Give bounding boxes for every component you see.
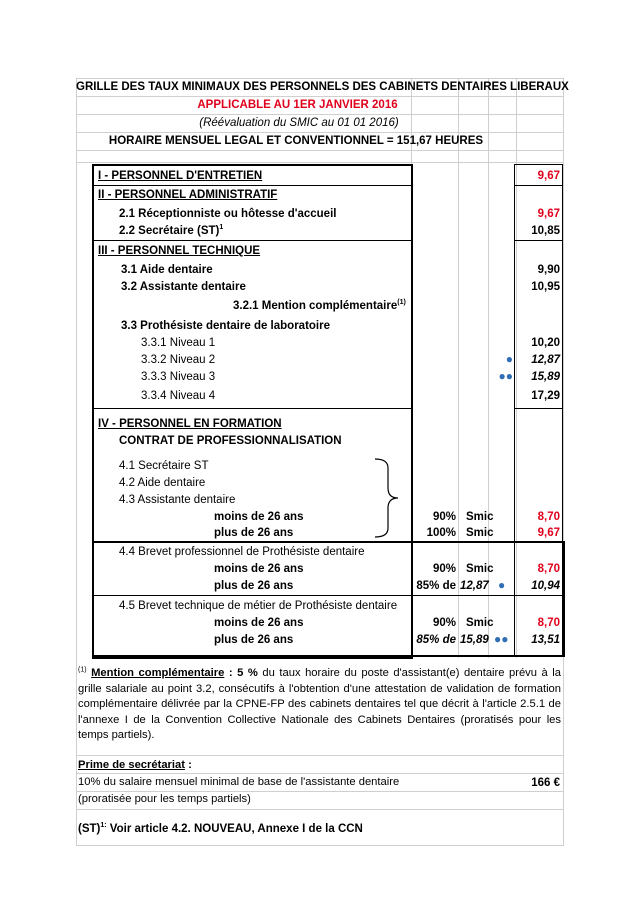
niveau-2-rate: 12,87 (531, 354, 560, 366)
hourly-base: HORAIRE MENSUEL LEGAL ET CONVENTIONNEL = 151,67 HEURES (108, 135, 484, 147)
brevet-44-label: 4.4 Brevet professionnel de Prothésiste dentaire (119, 546, 365, 558)
section-administratif-label: II - PERSONNEL ADMINISTRATIF (98, 189, 278, 201)
double-dot-marker-icon: ●● (498, 369, 513, 383)
entretien-rate: 9,67 (537, 170, 560, 182)
section-divider (92, 595, 563, 596)
assistante-dentaire-rate: 10,95 (531, 281, 560, 293)
grid-line (563, 78, 564, 846)
rate-base: 15,89 (460, 634, 489, 646)
niveau-2-label: 3.3.2 Niveau 2 (141, 354, 216, 366)
rate-base: Smic (466, 563, 494, 575)
section-divider (92, 240, 413, 241)
rate-base: 12,87 (460, 580, 489, 592)
niveau-4-rate: 17,29 (531, 390, 560, 402)
plus-26-label: plus de 26 ans (214, 580, 294, 592)
assistante-moins26-rate: 8,70 (537, 511, 560, 523)
niveau-1-label: 3.3.1 Niveau 1 (141, 337, 216, 349)
moins-26-label: moins de 26 ans (214, 563, 304, 575)
section-divider (92, 185, 413, 186)
section-divider (514, 240, 563, 241)
niveau-3-rate: 15,89 (531, 371, 560, 383)
grid-line (76, 845, 564, 846)
bp-moins26-rate: 8,70 (537, 563, 560, 575)
section-technique-label: III - PERSONNEL TECHNIQUE (98, 245, 261, 257)
rate-pct: 90% (432, 511, 456, 523)
section-formation-label: IV - PERSONNEL EN FORMATION (98, 418, 282, 430)
btm-moins26-rate: 8,70 (537, 617, 560, 629)
section-divider (92, 408, 413, 409)
applicable-date: APPLICABLE AU 1ER JANVIER 2016 (197, 99, 398, 111)
curly-brace-icon (373, 456, 403, 540)
section-entretien-label: I - PERSONNEL D'ENTRETIEN (98, 170, 263, 182)
grid-line (76, 114, 564, 115)
grid-line (76, 150, 564, 151)
formation-item-assistante: 4.3 Assistante dentaire (119, 494, 236, 506)
prothesiste-label: 3.3 Prothésiste dentaire de laboratoire (121, 320, 330, 332)
contrat-pro-label: CONTRAT DE PROFESSIONNALISATION (119, 435, 342, 447)
mention-note: $^{(1)}$ Mention complémentaire : 5 % du taux horaire du poste d'assistant(e) dentaire prévu à la grille salariale au point 3.2, consécutifs à l'obtention d'une attestation de validation de formation complémentaire délivrée par la CPNE-FP des cabinets dentaires tel que décrit à l'article 2.5.1 de l'annexe I de la Convention Collective Nationale des Cabinets Dentaires (proratisés pour les temps partiels). (78, 666, 562, 741)
grid-line (76, 78, 77, 846)
btm-plus26-rate: 13,51 (531, 634, 560, 646)
aide-dentaire-label: 3.1 Aide dentaire (121, 264, 213, 276)
rate-pct: 90% (432, 617, 456, 629)
secretaire-label: 2.2 Secrétaire (ST)$^1$ (119, 224, 224, 237)
section-divider (514, 408, 563, 409)
prime-note: (proratisée pour les temps partiels) (78, 793, 251, 805)
moins-26-label: moins de 26 ans (214, 511, 304, 523)
grid-line (76, 132, 564, 133)
aide-dentaire-rate: 9,90 (537, 264, 560, 276)
grid-line (76, 755, 564, 756)
rate-pct: 85% de (416, 634, 456, 646)
niveau-4-label: 3.3.4 Niveau 4 (141, 390, 216, 402)
grid-line (76, 78, 564, 79)
plus-26-label: plus de 26 ans (214, 527, 294, 539)
rate-pct: 85% de (416, 580, 456, 592)
niveau-1-rate: 10,20 (531, 337, 560, 349)
reevaluation-note: (Réévaluation du SMIC au 01 01 2016) (199, 117, 399, 129)
rate-base: Smic (466, 527, 494, 539)
receptionniste-label: 2.1 Réceptionniste ou hôtesse d'accueil (119, 208, 337, 220)
prime-title: Prime de secrétariat : (78, 759, 192, 771)
receptionniste-rate: 9,67 (537, 208, 560, 220)
secretaire-rate: 10,85 (531, 225, 560, 237)
rate-base: Smic (466, 617, 494, 629)
assistante-plus26-rate: 9,67 (537, 527, 560, 539)
formation-item-secretaire: 4.1 Secrétaire ST (119, 460, 209, 472)
prime-value: 166 € (531, 777, 560, 789)
dot-marker-icon: ● (498, 578, 506, 592)
mention-complementaire-label: 3.2.1 Mention complémentaire$^{(1)}$ (233, 299, 406, 312)
st-note: (ST)$^{1:}$ Voir article 4.2. NOUVEAU, Annexe I de la CCN (78, 822, 363, 835)
double-dot-marker-icon: ●● (494, 632, 509, 646)
grid-line (76, 809, 564, 810)
moins-26-label: moins de 26 ans (214, 617, 304, 629)
assistante-dentaire-label: 3.2 Assistante dentaire (121, 281, 246, 293)
salary-grid-sheet (76, 78, 569, 846)
grid-line (76, 162, 564, 163)
page-title: GRILLE DES TAUX MINIMAUX DES PERSONNELS DES CABINETS DENTAIRES LIBERAUX (76, 81, 569, 93)
bp-plus26-rate: 10,94 (531, 580, 560, 592)
dot-marker-icon: ● (505, 352, 513, 366)
plus-26-label: plus de 26 ans (214, 634, 294, 646)
rate-pct: 100% (426, 527, 456, 539)
grid-line (76, 96, 564, 97)
niveau-3-label: 3.3.3 Niveau 3 (141, 371, 216, 383)
formation-item-aide: 4.2 Aide dentaire (119, 477, 206, 489)
prime-text: 10% du salaire mensuel minimal de base de l'assistante dentaire (78, 776, 400, 788)
rate-base: Smic (466, 511, 494, 523)
section-divider (514, 185, 563, 186)
brevet-45-label: 4.5 Brevet technique de métier de Prothésiste dentaire (119, 600, 398, 612)
rate-pct: 90% (432, 563, 456, 575)
